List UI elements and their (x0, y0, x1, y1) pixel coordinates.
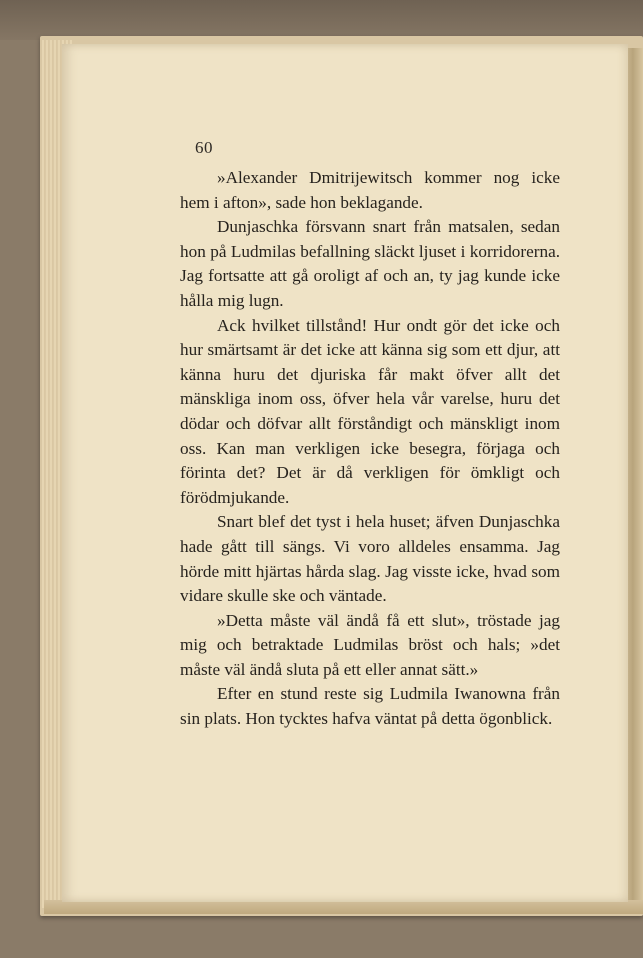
paragraph: Dunjaschka försvann snart från matsalen, sedan hon på Ludmilas befallning släckt ljuset i korridorerna. Jag fortsatte att gå oroligt af och an, ty jag kunde icke hålla mig lugn. (180, 217, 560, 310)
paragraph: »Detta måste väl ändå få ett slut», tröstade jag mig och betraktade Ludmilas bröst och hals; »det måste väl ändå sluta på ett eller annat sätt.» (180, 610, 560, 679)
right-page-edge (626, 48, 643, 908)
backdrop (0, 0, 643, 40)
paragraph: »Alexander Dmitrijewitsch kommer nog icke hem i afton», sade hon beklagande. (180, 168, 560, 212)
bottom-page-edge (44, 900, 643, 914)
paragraph: Ack hvilket tillstånd! Hur ondt gör det icke och hur smärtsamt är det icke att känna sig som ett djur, att känna huru det djuriska får makt öfver allt det mänskliga inom oss, öfver hela vår varelse, huru det dödar och döfvar allt förståndigt och mänskligt inom oss. Kan man verkligen icke besegra, förjaga och förinta det? Det är då verkligen för ömkligt och förödmjukande. (180, 315, 560, 507)
body-text (180, 166, 560, 732)
paragraph: Snart blef det tyst i hela huset; äfven Dunjaschka hade gått till sängs. Vi voro alldeles ensamma. Jag hörde mitt hjärtas hårda slag. Jag visste icke, hvad som vidare skulle ske och väntade. (180, 512, 560, 606)
paragraph: Efter en stund reste sig Ludmila Iwanowna från sin plats. Hon tycktes hafva väntat på detta ögonblick. (180, 684, 560, 729)
page-number: 60 (195, 138, 213, 157)
